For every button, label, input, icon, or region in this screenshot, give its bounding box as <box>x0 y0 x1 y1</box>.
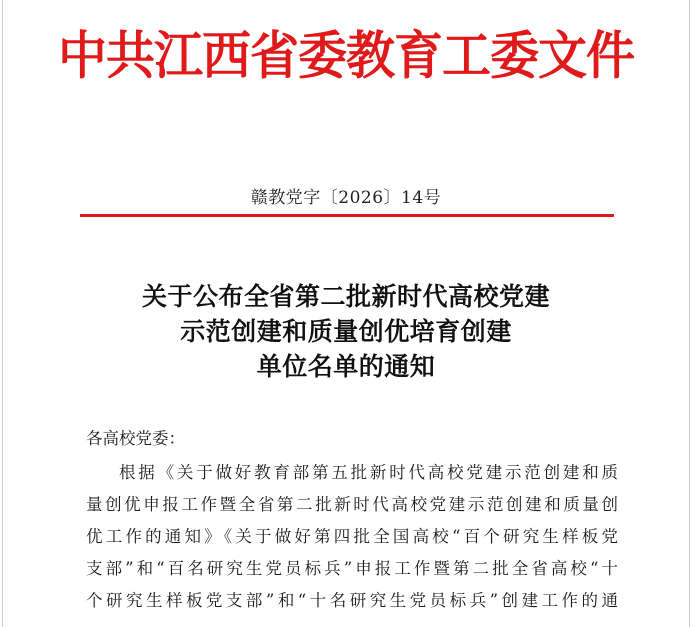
document-number: 赣教党字〔2026〕14号 <box>250 188 442 208</box>
salutation: 各高校党委： <box>86 429 185 448</box>
paragraph-line-1: 根据《关于做好教育部第五批新时代高校党建示范创建和质 <box>119 463 618 482</box>
red-separator-rule <box>80 214 614 217</box>
document-masthead: 中共江西省委教育工委文件 <box>57 25 634 87</box>
paragraph-line-3: 优工作的通知》《关于做好第四批全国高校“百个研究生样板党 <box>86 527 618 546</box>
title-line-3: 单位名单的通知 <box>256 352 436 381</box>
document-body <box>86 425 618 617</box>
paragraph-line-4: 支部”和“百名研究生党员标兵”申报工作暨第二批全省高校“十 <box>86 559 618 578</box>
title-line-1: 关于公布全省第二批新时代高校党建 <box>141 282 550 311</box>
paragraph-line-5: 个研究生样板党支部”和“十名研究生党员标兵”创建工作的通 <box>86 591 618 610</box>
document-title <box>0 279 692 384</box>
title-line-2: 示范创建和质量创优培育创建 <box>180 317 512 346</box>
paragraph-line-2: 量创优申报工作暨全省第二批新时代高校党建示范创建和质量创 <box>86 495 618 514</box>
